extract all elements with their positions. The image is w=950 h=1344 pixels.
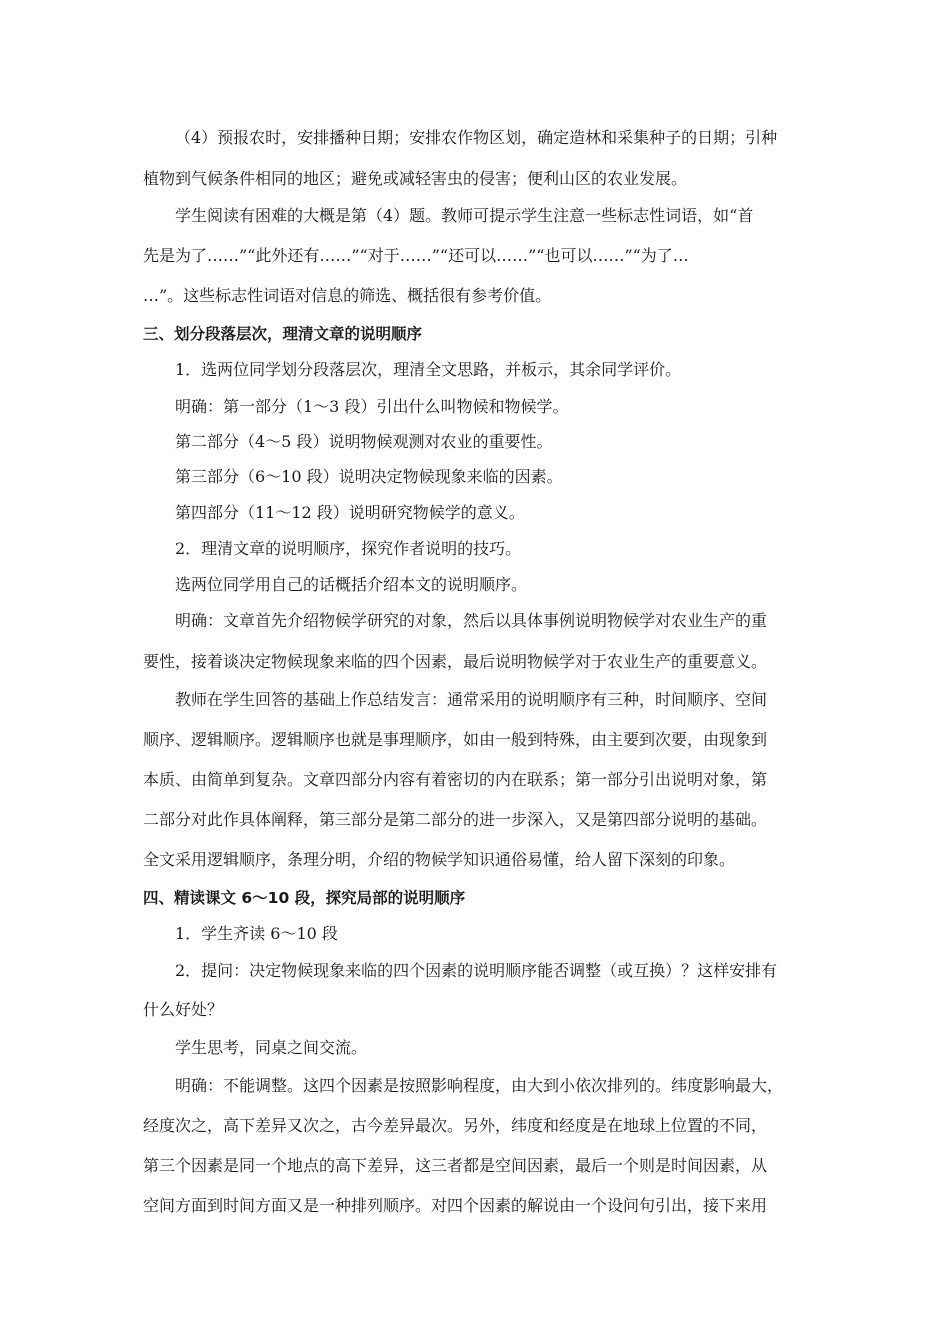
paragraph-line: 顺序、逻辑顺序。逻辑顺序也就是事理顺序，如由一般到特殊，由主要到次要，由现象到 (143, 730, 768, 749)
section-heading: 三、划分段落层次，理清文章的说明顺序 (143, 325, 423, 343)
paragraph-line: 第三个因素是同一个地点的高下差异，这三者都是空间因素，最后一个则是时间因素，从 (143, 1156, 768, 1175)
paragraph-line: 本质、由简单到复杂。文章四部分内容有着密切的内在联系；第一部分引出说明对象，第 (143, 770, 768, 789)
section-heading: 四、精读课文 6～10 段，探究局部的说明顺序 (143, 889, 466, 907)
paragraph-line: （4）预报农时，安排播种日期；安排农作物区划，确定造林和采集种子的日期；引种 (175, 128, 778, 147)
paragraph-line: 1．选两位同学划分段落层次，理清全文思路，并板示，其余同学评价。 (175, 360, 682, 379)
paragraph-line: 明确：文章首先介绍物候学研究的对象，然后以具体事例说明物候学对农业生产的重 (175, 611, 768, 630)
paragraph-line: 经度次之，高下差异又次之，古今差异最次。另外，纬度和经度是在地球上位置的不同， (143, 1116, 768, 1135)
paragraph-line: 2．理清文章的说明顺序，探究作者说明的技巧。 (175, 539, 522, 558)
paragraph-line: 第四部分（11～12 段）说明研究物候学的意义。 (175, 503, 525, 522)
paragraph-line: 二部分对此作具体阐释，第三部分是第二部分的进一步深入，又是第四部分说明的基础。 (143, 810, 768, 829)
paragraph-line: 什么好处？ (143, 1000, 224, 1019)
paragraph-line: 明确：第一部分（1～3 段）引出什么叫物候和物候学。 (175, 397, 569, 416)
paragraph-line: 选两位同学用自己的话概括介绍本文的说明顺序。 (175, 575, 528, 594)
paragraph-line: 第二部分（4～5 段）说明物候观测对农业的重要性。 (175, 432, 553, 451)
paragraph-line: 全文采用逻辑顺序，条理分明，介绍的物候学知识通俗易懂，给人留下深刻的印象。 (143, 850, 736, 869)
paragraph-line: …”。这些标志性词语对信息的筛选、概括很有参考价值。 (143, 286, 552, 305)
paragraph-line: 第三部分（6～10 段）说明决定物候现象来临的因素。 (175, 467, 563, 486)
paragraph-line: 先是为了……”“此外还有……”“对于……”“还可以……”“也可以……”“为了… (143, 246, 689, 265)
paragraph-line: 明确：不能调整。这四个因素是按照影响程度，由大到小依次排列的。纬度影响最大， (175, 1076, 784, 1095)
paragraph-line: 空间方面到时间方面又是一种排列顺序。对四个因素的解说由一个设问句引出，接下来用 (143, 1196, 768, 1215)
paragraph-line: 教师在学生回答的基础上作总结发言：通常采用的说明顺序有三种，时间顺序、空间 (175, 690, 768, 709)
paragraph-line: 1．学生齐读 6～10 段 (175, 924, 338, 943)
paragraph-line: 学生阅读有困难的大概是第（4）题。教师可提示学生注意一些标志性词语，如“首 (175, 206, 754, 225)
paragraph-line: 2．提问：决定物候现象来临的四个因素的说明顺序能否调整（或互换）？这样安排有 (175, 961, 778, 980)
paragraph-line: 要性，接着谈决定物候现象来临的四个因素，最后说明物候学对于农业生产的重要意义。 (143, 652, 768, 671)
paragraph-line: 植物到气候条件相同的地区；避免或减轻害虫的侵害；便利山区的农业发展。 (143, 169, 688, 188)
paragraph-line: 学生思考，同桌之间交流。 (175, 1038, 368, 1057)
